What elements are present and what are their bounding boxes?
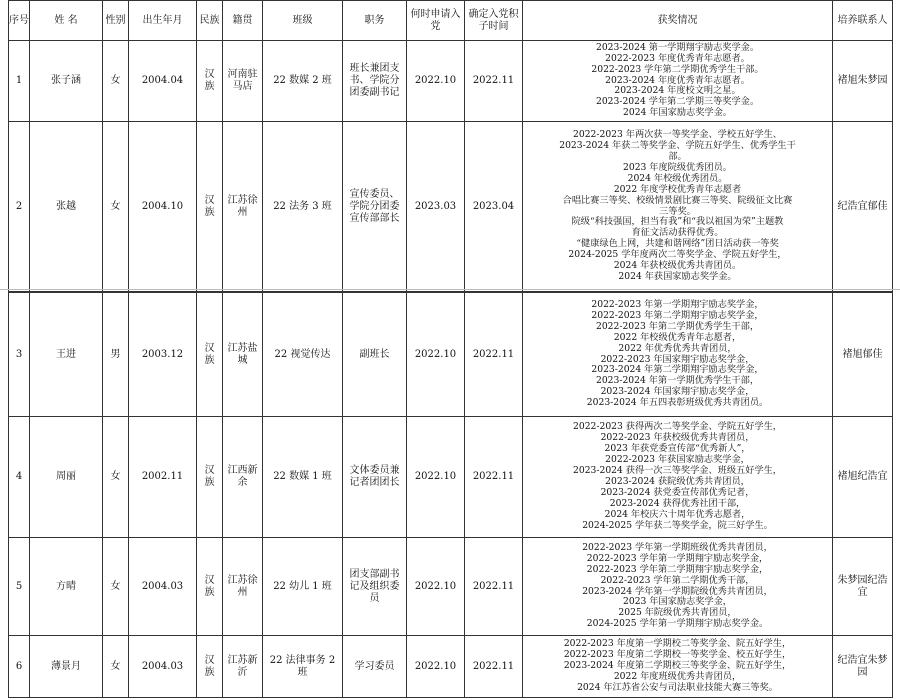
- candidate-table-part-1: [8, 0, 893, 292]
- award-line: 2024-2025 学年第一学期翔宇励志奖学金。: [586, 618, 769, 630]
- cell-gender: 女: [103, 417, 129, 538]
- award-line: 2023-2024 学年第一学期院级优秀共青团员，: [582, 585, 773, 597]
- award-line: 2024 年校庆六十周年优秀志愿者，: [604, 508, 751, 520]
- cell-native: 江西新余: [223, 417, 263, 538]
- cell-position: 宣传委员、学院分团委宣传部部长: [343, 122, 407, 292]
- table-row: [9, 417, 893, 538]
- award-line: 2025 年院级优秀共青团员，: [618, 607, 737, 619]
- award-line: 2023-2024 年获二等奖学金、学院五好学生、优秀学生干: [559, 139, 796, 151]
- award-line: 2022-2023 年第二学期翔宇励志奖学金，: [591, 309, 764, 321]
- header-native: 籍贯: [223, 1, 263, 41]
- cell-activist-time: 2023.04: [465, 122, 523, 292]
- cell-contact: 褚旭朱梦园: [833, 41, 893, 122]
- cell-birth: 2002.11: [129, 417, 197, 538]
- cell-ethnicity: 汉族: [197, 636, 223, 698]
- cell-no: 6: [9, 636, 30, 698]
- cell-awards: [523, 41, 833, 122]
- cell-no: 2: [9, 122, 30, 292]
- award-line: 2022-2023 年两次获一等奖学金、学校五好学生、: [573, 128, 782, 140]
- award-line: 2022 年度班级优秀共青团员，: [613, 670, 742, 682]
- cell-awards: [523, 636, 833, 698]
- cell-native: 江苏徐州: [223, 538, 263, 636]
- award-line: 2023-2024 第一学期翔宇励志奖学金。: [595, 41, 760, 53]
- award-line: 2022-2023 年第二学期优秀学生干部，: [595, 320, 760, 332]
- cell-activist-time: 2022.11: [465, 293, 523, 417]
- award-line: 2023-2024 年国家翔宇励志奖学金，: [600, 386, 755, 398]
- table-row: [9, 122, 893, 292]
- table-row: [9, 41, 893, 122]
- cell-contact: 纪浩宜朱梦园: [833, 636, 893, 698]
- award-line: 2022-2023 年度第二学期校一等奖学金、校五好学生，: [563, 649, 792, 661]
- page-divider: [0, 289, 900, 290]
- cell-name: 方晴: [30, 538, 103, 636]
- cell-no: 3: [9, 293, 30, 417]
- cell-birth: 2004.03: [129, 538, 197, 636]
- cell-gender: 男: [103, 293, 129, 417]
- award-line: 2023-2024 获得一次三等奖学金、班级五好学生，: [573, 465, 782, 477]
- award-line: 2022 年度学校优秀青年志愿者: [613, 183, 742, 195]
- cell-no: 1: [9, 41, 30, 122]
- cell-name: 王进: [30, 293, 103, 417]
- cell-apply-time: 2022.10: [407, 293, 465, 417]
- award-line: 2023-2024 年度优秀青年志愿者。: [605, 74, 750, 86]
- cell-apply-time: 2022.10: [407, 538, 465, 636]
- cell-class: 22 数媒 2 班: [263, 41, 343, 122]
- header-contact: 培养联系人: [833, 1, 893, 41]
- cell-awards: [523, 293, 833, 417]
- award-line: 2023 年国家励志奖学金，: [623, 596, 732, 608]
- cell-apply-time: 2022.10: [407, 417, 465, 538]
- cell-contact: 纪浩宜郁佳: [833, 122, 893, 292]
- award-line: 2023-2024 年五四表彰班级优秀共青团员。: [586, 397, 769, 409]
- award-line: 2023-2024 年第一学期优秀学生干部，: [595, 375, 760, 387]
- cell-activist-time: 2022.11: [465, 417, 523, 538]
- cell-awards: [523, 417, 833, 538]
- cell-apply-time: 2022.10: [407, 636, 465, 698]
- cell-gender: 女: [103, 538, 129, 636]
- cell-position: 学习委员: [343, 636, 407, 698]
- award-line: 合唱比赛三等奖、校级情景剧比赛三等奖、院级征文比赛: [562, 194, 793, 206]
- cell-class: 22 数媒 1 班: [263, 417, 343, 538]
- table-row: [9, 293, 893, 417]
- header-awards: 获奖情况: [523, 1, 833, 41]
- cell-gender: 女: [103, 41, 129, 122]
- award-line: 2022-2023 学年第二学期优秀学生干部。: [591, 63, 764, 75]
- award-line: 2022-2023 年获国家励志奖学金，: [605, 454, 750, 466]
- cell-ethnicity: 汉族: [197, 538, 223, 636]
- header-birth: 出生年月: [129, 1, 197, 41]
- award-line: 院级“科技强国，担当有我”和“我以祖国为荣”主题教: [571, 216, 784, 228]
- candidate-table-part-2: [8, 292, 893, 698]
- award-line: 2022-2023 年度第一学期校二等奖学金、院五好学生，: [563, 638, 792, 650]
- award-line: 2022 年优秀优秀共青团员，: [618, 342, 737, 354]
- header-activist-time: 确定入党积子时间: [465, 1, 523, 41]
- cell-class: 22 视觉传达: [263, 293, 343, 417]
- cell-name: 张子涵: [30, 41, 103, 122]
- award-line: 2022-2023 学年第二学期翔宇励志奖学金，: [586, 563, 769, 575]
- award-line: 2022-2023 学年第二学期优秀干部，: [600, 574, 755, 586]
- award-line: 2024 年国家励志奖学金。: [623, 107, 732, 119]
- cell-birth: 2003.12: [129, 293, 197, 417]
- award-line: 2024 年校级优秀团员。: [627, 172, 728, 184]
- cell-awards: [523, 122, 833, 292]
- award-line: 2022-2023 学年第一学期翔宇励志奖学金，: [586, 552, 769, 564]
- cell-position: 文体委员兼记者团团长: [343, 417, 407, 538]
- table-row: [9, 538, 893, 636]
- header-no: 序号: [9, 1, 30, 41]
- cell-activist-time: 2022.11: [465, 41, 523, 122]
- award-line: 2022-2023 年第一学期翔宇励志奖学金，: [591, 298, 764, 310]
- award-line: 2024-2025 学年获二等奖学金，院三好学生。: [582, 519, 773, 531]
- cell-apply-time: 2022.10: [407, 41, 465, 122]
- award-line: 2022-2023 年国家翔宇励志奖学金，: [600, 353, 755, 365]
- award-line: 2023-2024 学年第二学期三等奖学金。: [595, 96, 760, 108]
- cell-ethnicity: 汉族: [197, 417, 223, 538]
- cell-position: 副班长: [343, 293, 407, 417]
- cell-class: 22 法务 3 班: [263, 122, 343, 292]
- award-line: 2023-2024 年第二学期翔宇励志奖学金，: [591, 364, 764, 376]
- award-line: 2022 年校级优秀青年志愿者，: [613, 331, 742, 343]
- cell-contact: 褚旭郁佳: [833, 293, 893, 417]
- cell-ethnicity: 汉族: [197, 41, 223, 122]
- cell-no: 5: [9, 538, 30, 636]
- table-row: [9, 636, 893, 698]
- award-line: 2023-2024 获党委宣传部优秀记者，: [600, 486, 755, 498]
- cell-name: 周丽: [30, 417, 103, 538]
- cell-contact: 朱梦园纪浩宜: [833, 538, 893, 636]
- cell-ethnicity: 汉族: [197, 122, 223, 292]
- award-line: 2022-2023 年获校级优秀共青团员，: [600, 432, 755, 444]
- cell-class: 22 法律事务 2 班: [263, 636, 343, 698]
- cell-name: 薄景月: [30, 636, 103, 698]
- header-gender: 性别: [103, 1, 129, 41]
- cell-activist-time: 2022.11: [465, 538, 523, 636]
- cell-native: 江苏新沂: [223, 636, 263, 698]
- cell-class: 22 幼儿 1 班: [263, 538, 343, 636]
- award-line: 2024 年获校级优秀共青团员。: [613, 260, 742, 272]
- award-line: “健康绿色上网，共建和谐网络”团日活动获一等奖: [576, 238, 779, 250]
- award-line: 2023-2024 年度校文明之星。: [614, 85, 741, 97]
- award-line: 部。: [668, 150, 687, 162]
- award-line: 2022-2023 获得两次二等奖学金、学院五好学生，: [573, 421, 782, 433]
- award-line: 2022-2023 年度优秀青年志愿者。: [605, 52, 750, 64]
- cell-native: 江苏盐城: [223, 293, 263, 417]
- award-line: 2022-2023 学年第一学期班级优秀共青团员，: [582, 541, 773, 553]
- award-line: 2024 年获国家励志奖学金。: [618, 271, 737, 283]
- award-line: 育征文活动获得优秀。: [631, 227, 724, 239]
- cell-birth: 2004.04: [129, 41, 197, 122]
- header-name: 姓 名: [30, 1, 103, 41]
- cell-native: 江苏徐州: [223, 122, 263, 292]
- cell-activist-time: 2022.11: [465, 636, 523, 698]
- award-line: 2023-2024 获院级优秀共青团员，: [605, 476, 750, 487]
- award-line: 2023-2024 获得优秀社团干部，: [609, 497, 746, 509]
- award-line: 2023 年获党委宣传部“优秀新人”，: [604, 443, 751, 455]
- cell-awards: [523, 538, 833, 636]
- cell-ethnicity: 汉族: [197, 293, 223, 417]
- cell-position: 团支部副书记及组织委员: [343, 538, 407, 636]
- cell-contact: 褚旭纪浩宜: [833, 417, 893, 538]
- header-row: [9, 1, 893, 41]
- header-class: 班级: [263, 1, 343, 41]
- cell-position: 班长兼团支书、学院分团委副书记: [343, 41, 407, 122]
- cell-gender: 女: [103, 636, 129, 698]
- cell-native: 河南驻马店: [223, 41, 263, 122]
- award-line: 2023 年度院级优秀团员。: [623, 161, 732, 173]
- header-ethnicity: 民族: [197, 1, 223, 41]
- cell-birth: 2004.03: [129, 636, 197, 698]
- header-position: 职务: [343, 1, 407, 41]
- award-line: 三等奖。: [659, 205, 696, 217]
- cell-birth: 2004.10: [129, 122, 197, 292]
- award-line: 2024-2025 学年度两次二等奖学金、学院五好学生，: [568, 249, 787, 261]
- cell-no: 4: [9, 417, 30, 538]
- award-line: 2024 年江苏省公安与司法职业技能大赛三等奖。: [577, 681, 778, 693]
- cell-apply-time: 2023.03: [407, 122, 465, 292]
- cell-name: 张越: [30, 122, 103, 292]
- award-line: 2023-2024 年度第二学期校三等奖学金、院五好学生，: [563, 660, 792, 672]
- header-apply-time: 何时申请入党: [407, 1, 465, 41]
- cell-gender: 女: [103, 122, 129, 292]
